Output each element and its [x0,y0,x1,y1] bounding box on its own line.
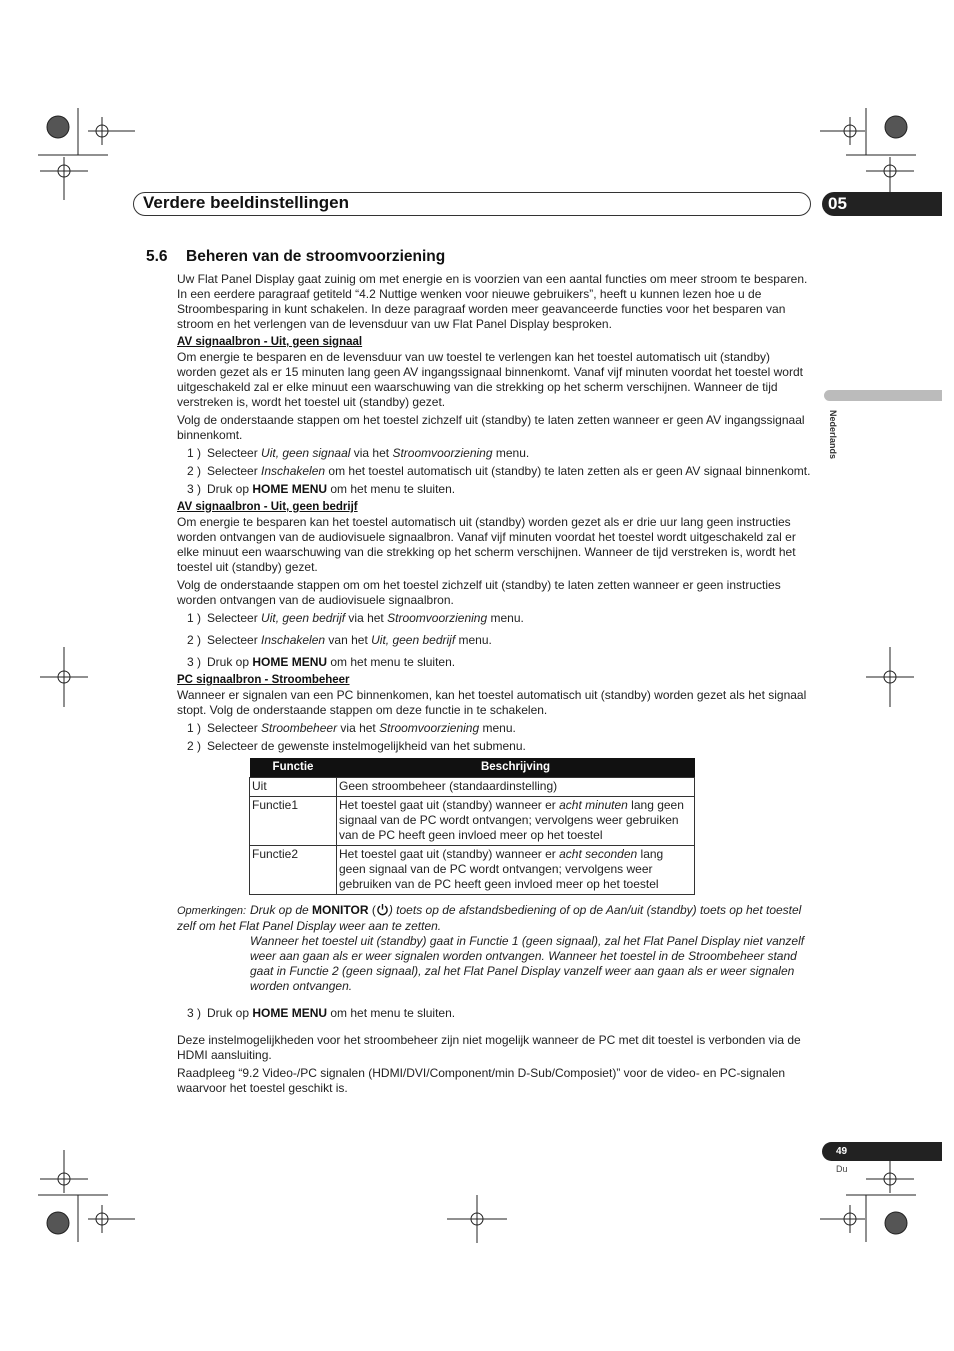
step-number: 1 ) [187,611,202,625]
step-menu: Stroomvoorziening [387,611,488,625]
monitor-key: MONITOR [312,903,369,917]
note-text: Wanneer het toestel uit (standby) gaat in Functie 1 (geen signaal), zal het Flat Panel Display niet vanzelf weer aan gaan als er weer signalen worden ontvangen. Wanneer het toestel in de Stroombeheer stand gaat in Functie 2 (geen signaal), zal het Flat Panel Display vanzelf weer aan gaan als er weer signalen worden ontvangen. [250,934,805,993]
page-title: Verdere beeldinstellingen [143,193,349,212]
step-item [187,611,811,626]
step-text: Selecteer [207,721,262,735]
step-menu: Stroomvoorziening [392,446,493,460]
step-key: HOME MENU [252,655,328,669]
step-option: Uit, geen bedrijf [261,611,346,625]
section-heading [146,248,445,266]
step-item [187,721,811,736]
notes-label: Opmerkingen: [177,905,247,917]
step-text: menu. [455,633,492,647]
note-text: Druk op de [250,903,313,917]
subheading-av-no-operation: AV signaalbron - Uit, geen bedrijf [177,501,358,513]
table-row [250,846,695,895]
paragraph: Deze instelmogelijkheden voor het stroombeheer zijn niet mogelijk wanneer de PC met dit toestel is verbonden via de HDMI aansluiting. [177,1033,801,1062]
step-number: 3 ) [187,1006,202,1020]
language-label [822,410,842,490]
step-number: 1 ) [187,446,202,460]
step-number: 2 ) [187,464,202,478]
paragraph: Om energie te besparen kan het toestel automatisch uit (standby) worden gezet als er drie uur lang geen instructies worden ontvangen van de audiovisuele signaalbron. Vanaf vijf minuten voordat het toestel wordt uitgeschakeld zal er elke minuut een waarschuwing van die strekking op het scherm verschijnen. Wanneer de tijd verstreken is, wordt het toestel uit (standby) gezet. [177,515,796,574]
cell-text: lang geen signaal van de PC wordt ontvangen; vervolgens weer gebruiken van de PC heeft geen invloed meer op het toestel [339,798,684,842]
cell-text: Het toestel gaat uit (standby) wanneer er [339,847,560,861]
table-cell-description: Geen stroombeheer (standaardinstelling) [337,778,695,797]
step-number: 3 ) [187,655,202,669]
step-number: 1 ) [187,721,202,735]
step-text: Selecteer de gewenste instelmogelijkheid van het submenu. [207,739,526,753]
step-option: Inschakelen [261,464,326,478]
section-title: Beheren van de stroomvoorziening [186,248,446,265]
step-text: om het menu te sluiten. [327,1006,456,1020]
step-item [187,739,811,754]
paragraph: Om energie te besparen en de levensduur van uw toestel te verlengen kan het toestel automatisch uit (standby) worden gezet als er 15 minuten lang geen AV ingangssignaal binnenkomt. Vanaf vijf minuten voordat het toestel wordt uitgeschakeld zal er elke minuut een waarschuwing van die strekking op het scherm verschijnen. Wanneer de tijd verstreken is, wordt het toestel uit (standby) gezet. [177,350,803,409]
step-item [187,446,811,461]
chapter-badge: 05 [822,192,942,216]
step-item [187,464,811,479]
step-key: HOME MENU [252,1006,328,1020]
subheading-av-no-signal: AV signaalbron - Uit, geen signaal [177,336,363,348]
step-text: Druk op [207,1006,253,1020]
page-language-code: Du [836,1164,848,1174]
table-header-row [250,758,695,778]
table-header-description: Beschrijving [337,758,695,778]
language-text: Nederlands [828,410,838,460]
step-option: Stroombeheer [261,721,338,735]
step-number: 2 ) [187,633,202,647]
section-body [177,272,811,1099]
step-number: 3 ) [187,482,202,496]
step-text: menu. [487,611,524,625]
step-text: van het [325,633,372,647]
table-cell-description [337,797,695,846]
step-key: HOME MENU [252,482,328,496]
table-row [250,778,695,797]
table-cell-function: Functie2 [250,846,337,895]
step-item [187,482,811,497]
power-icon [376,903,389,916]
step-text: menu. [479,721,516,735]
paragraph: Raadpleeg “9.2 Video-/PC signalen (HDMI/DVI/Component/min D-Sub/Composiet)” voor de video- en PC-signalen waarvoor het toestel geschikt is. [177,1066,786,1095]
cell-text: Het toestel gaat uit (standby) wanneer er [339,798,560,812]
function-table [249,758,695,895]
paragraph: Wanneer er signalen van een PC binnenkomen, kan het toestel automatisch uit (standby) worden gezet als het signaal stopt. Volg de onderstaande stappen om deze functie in te schakelen. [177,688,807,717]
page-number: 49 [822,1142,942,1161]
step-text: Selecteer [207,633,262,647]
subheading-pc-power: PC signaalbron - Stroombeheer [177,674,350,686]
cell-emphasis: acht minuten [559,798,628,812]
step-item [187,633,811,648]
note-text: ( [368,903,376,917]
table-header-function: Functie [250,758,337,778]
step-text: Selecteer [207,446,262,460]
paragraph: Volg de onderstaande stappen om het toestel zichzelf uit (standby) te laten zetten wanneer er geen AV ingangssignaal binnenkomt. [177,413,805,442]
step-text: Selecteer [207,611,262,625]
step-text: via het [350,446,393,460]
step-item [187,655,811,670]
step-text: Druk op [207,655,253,669]
step-text: Druk op [207,482,253,496]
step-text: via het [337,721,380,735]
cell-text: lang geen signaal van de PC wordt ontvangen; vervolgens weer gebruiken van de PC heeft geen invloed meer op het toestel [339,847,664,891]
table-row [250,797,695,846]
section-number: 5.6 [146,248,168,265]
table-cell-function: Uit [250,778,337,797]
table-cell-function: Functie1 [250,797,337,846]
cell-emphasis: acht seconden [559,847,638,861]
step-option: Inschakelen [261,633,326,647]
table-cell-description [337,846,695,895]
intro-paragraph: Uw Flat Panel Display gaat zuinig om met energie en is voorzien van een aantal functies om meer stroom te besparen. In een eerdere paragraaf getiteld “4.2 Nuttige wenken voor nieuwe gebruikers”, heeft u kunnen lezen hoe u de Stroombesparing in kunt schakelen. In deze paragraaf worden meer geavanceerde functies voor het besparen van stroom en het verlengen van de levensduur van uw Flat Panel Display besproken. [177,272,808,331]
notes [177,903,811,994]
step-option: Uit, geen signaal [261,446,351,460]
language-tab [824,390,942,401]
step-text: om het toestel automatisch uit (standby) te laten zetten als er geen AV signaal binnenkomt. [325,464,811,478]
step-menu: Stroomvoorziening [379,721,480,735]
step-text: menu. [492,446,530,460]
step-text: Selecteer [207,464,262,478]
paragraph: Volg de onderstaande stappen om om het toestel zichzelf uit (standby) te laten zetten wanneer er geen instructies worden ontvangen van de audiovisuele signaalbron. [177,578,781,607]
note-text: ) toets op de afstandsbediening of op de Aan/uit (standby) toets op het toestel zelf om het Flat Panel Display weer aan te zetten. [177,903,802,933]
step-text: om het menu te sluiten. [327,655,456,669]
step-menu: Uit, geen bedrijf [371,633,456,647]
step-text: om het menu te sluiten. [327,482,456,496]
step-item [187,1006,811,1021]
step-text: via het [345,611,388,625]
step-number: 2 ) [187,739,202,753]
